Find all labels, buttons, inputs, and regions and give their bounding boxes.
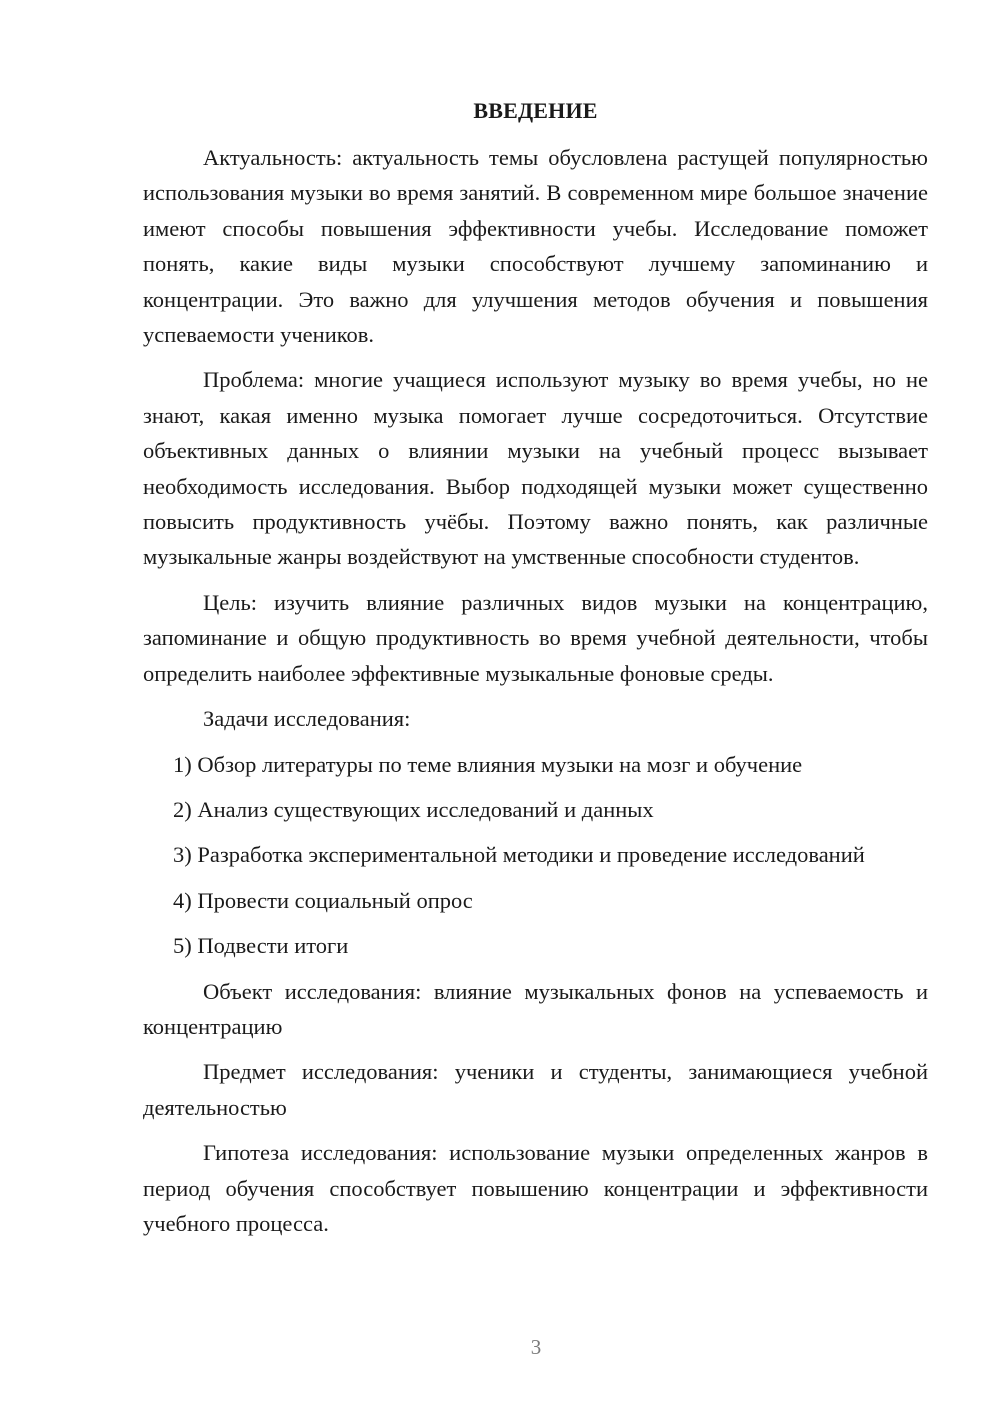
paragraph-relevance: Актуальность: актуальность темы обусловлена растущей популярностью использования музыки во время занятий. В современном мире большое значение имеют способы повышения эффективности учебы. Исследование поможет понять, какие виды музыки способствуют лучшему запоминанию и концентрации. Это важно для улучшения методов обучения и повышения успеваемости учеников. xyxy=(143,145,928,348)
page-number: 3 xyxy=(530,1335,542,1359)
paragraph-problem: Проблема: многие учащиеся используют музыку во время учебы, но не знают, какая именно музыка помогает лучше сосредоточиться. Отсутствие объективных данных о влиянии музыки на учебный процесс вызывает необходимость исследования. Выбор подходящей музыки может существенно повысить продуктивность учёбы. Поэтому важно понять, как различные музыкальные жанры воздействуют на умственные способности студентов. xyxy=(143,367,928,570)
paragraph-goal: Цель: изучить влияние различных видов музыки на концентрацию, запоминание и общую продуктивность во время учебной деятельности, чтобы определить наиболее эффективные музыкальные фоновые среды. xyxy=(143,589,928,686)
task-item-2: 2) Анализ существующих исследований и данных xyxy=(173,796,654,822)
page-title: ВВЕДЕНИЕ xyxy=(473,98,598,123)
paragraph-subject: Предмет исследования: ученики и студенты, занимающиеся учебной деятельностью xyxy=(143,1059,928,1120)
document-page xyxy=(143,96,928,1251)
task-item-5: 5) Подвести итоги xyxy=(173,933,349,959)
task-item-1: 1) Обзор литературы по теме влияния музыки на мозг и обучение xyxy=(173,751,803,777)
task-item-3: 3) Разработка экспериментальной методики и проведение исследований xyxy=(173,842,865,868)
paragraph-object: Объект исследования: влияние музыкальных фонов на успеваемость и концентрацию xyxy=(143,978,928,1039)
task-item-4: 4) Провести социальный опрос xyxy=(173,887,473,913)
paragraph-hypothesis: Гипотеза исследования: использование музыки определенных жанров в период обучения способствует повышению концентрации и эффективности учебного процесса. xyxy=(143,1140,928,1236)
tasks-heading: Задачи исследования: xyxy=(203,706,411,732)
